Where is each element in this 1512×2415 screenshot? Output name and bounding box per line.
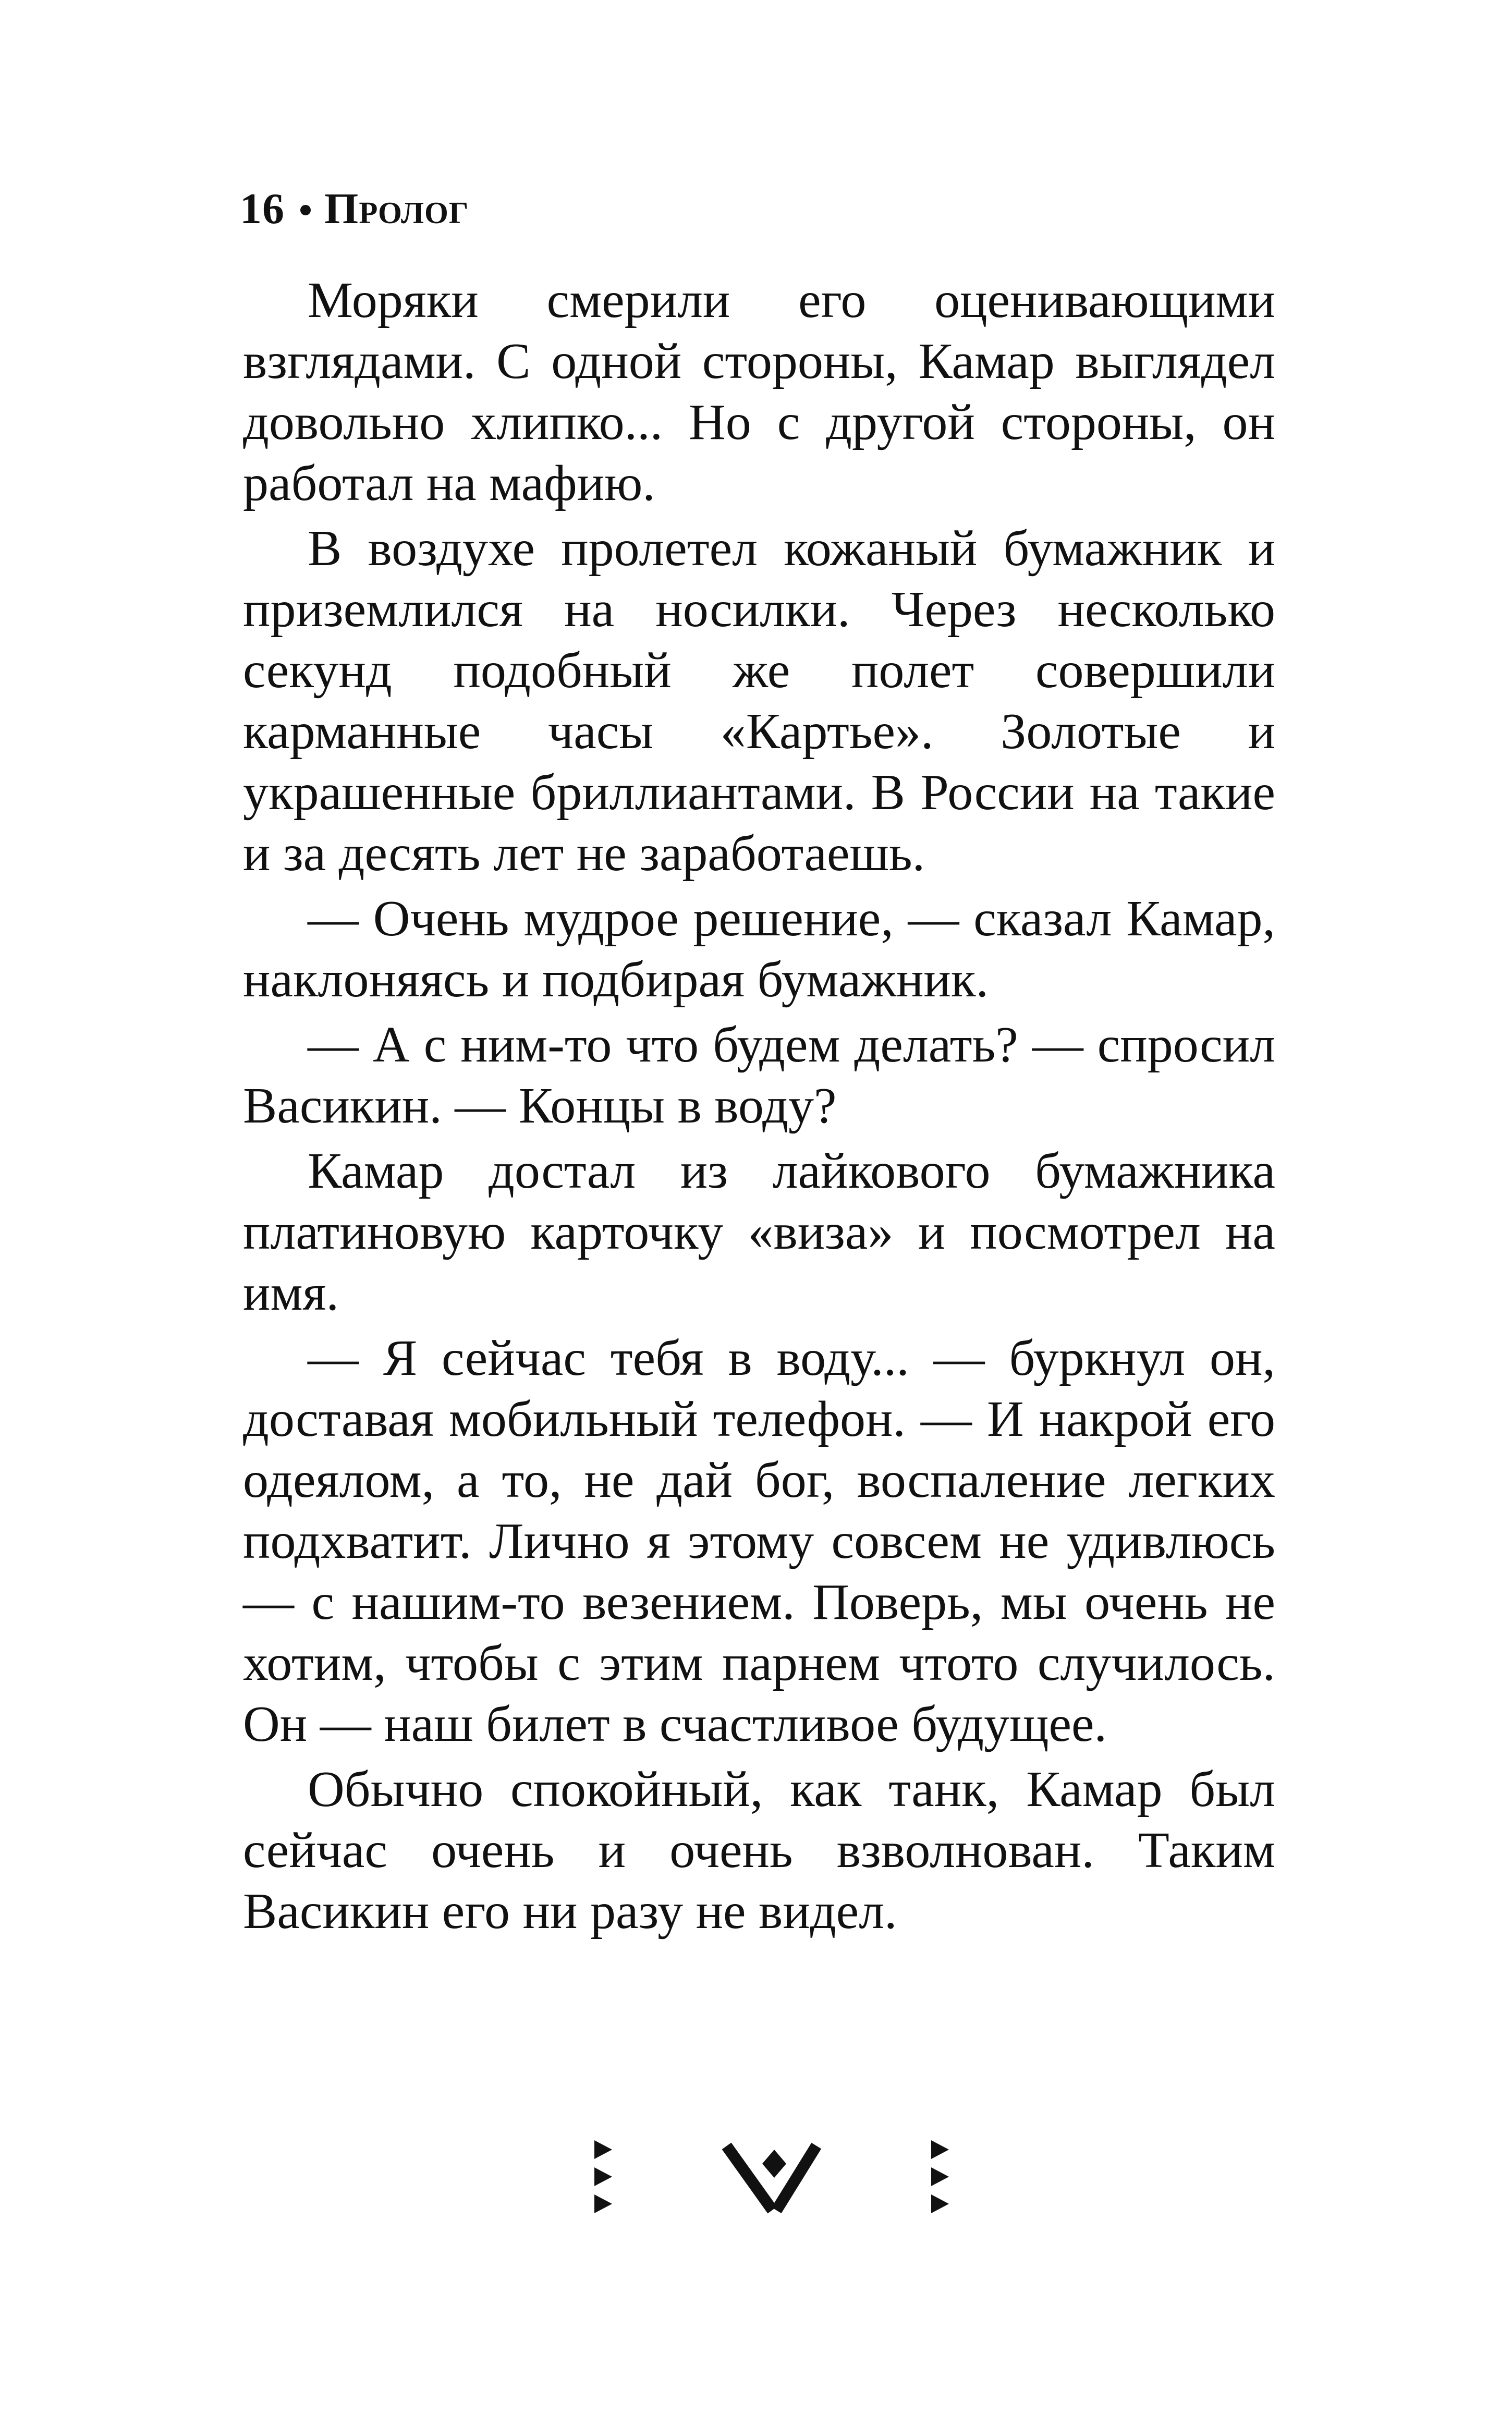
chapter-title: Пролог [324, 185, 469, 233]
paragraph: — Очень мудрое решение, — сказал Камар, наклоняясь и подбирая бумажник. [243, 891, 1275, 1008]
paragraph: — А с ним-то что будем делать? — спросил Васикин. — Концы в воду? [243, 1017, 1275, 1134]
body-text [243, 270, 1275, 1946]
section-separator-icon [589, 2135, 954, 2218]
paragraph: Камар достал из лайкового бумажника платиновую карточку «виза» и посмотрел на имя. [243, 1143, 1275, 1321]
paragraph: Моряки смерили его оценивающими взглядами. С одной стороны, Камар выглядел довольно хлипко... Но с другой стороны, он работал на мафию. [243, 272, 1275, 511]
paragraph: Обычно спокойный, как танк, Камар был сейчас очень и очень взволнован. Таким Васикин его ни разу не видел. [243, 1761, 1275, 1940]
running-header [240, 184, 469, 234]
paragraph: В воздухе пролетел кожаный бумажник и приземлился на носилки. Через несколько секунд подобный же полет совершили карманные часы «Картье». Золотые и украшенные бриллиантами. В России на такие и за десять лет не заработаешь. [243, 520, 1275, 882]
bullet-icon [300, 205, 311, 215]
paragraph: — Я сейчас тебя в воду... — буркнул он, доставая мобильный телефон. — И накрой его одеялом, а то, не дай бог, воспаление легких подхватит. Лично я этому совсем не удивлюсь — с нашим-то везением. Поверь, мы очень не хотим, чтобы с этим парнем чтото случилось. Он — наш билет в счастливое будущее. [243, 1330, 1275, 1752]
page-number: 16 [240, 185, 285, 233]
